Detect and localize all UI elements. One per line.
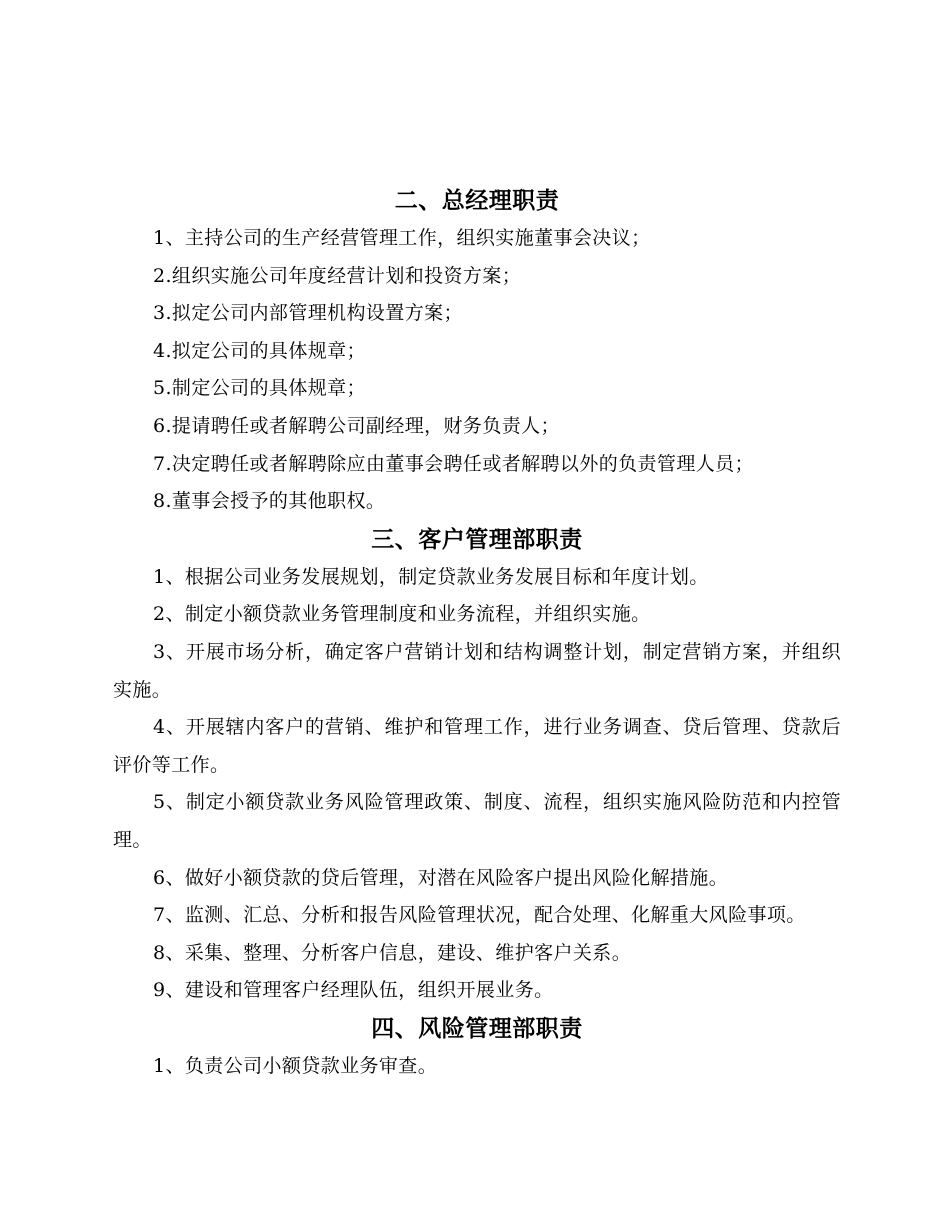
section-title-risk-management: 四、风险管理部职责 xyxy=(371,1015,583,1042)
list-item: 4.拟定公司的具体规章； xyxy=(153,339,366,362)
list-item: 4、开展辖内客户的营销、维护和管理工作，进行业务调查、贷后管理、贷款后评价等工作。 xyxy=(113,716,841,776)
list-item: 7、监测、汇总、分析和报告风险管理状况，配合处理、化解重大风险事项。 xyxy=(153,904,806,927)
section-title-general-manager: 二、总经理职责 xyxy=(394,188,560,214)
section-title-customer-management: 三、客户管理部职责 xyxy=(371,526,583,553)
list-item: 8、采集、整理、分析客户信息，建设、维护客户关系。 xyxy=(153,941,632,964)
list-item: 3、开展市场分析，确定客户营销计划和结构调整计划，制定营销方案，并组织实施。 xyxy=(113,640,841,701)
document-body xyxy=(113,182,841,1085)
list-item: 8.董事会授予的其他职权。 xyxy=(153,490,386,513)
list-item: 6.提请聘任或者解聘公司副经理，财务负责人； xyxy=(153,414,560,437)
list-item: 1、主持公司的生产经营管理工作，组织实施董事会决议； xyxy=(153,227,651,249)
list-item: 1、负责公司小额贷款业务审查。 xyxy=(153,1054,438,1077)
list-item: 3.拟定公司内部管理机构设置方案； xyxy=(153,302,463,325)
list-item: 6、做好小额贷款的贷后管理，对潜在风险客户提出风险化解措施。 xyxy=(153,866,729,889)
list-item: 5、制定小额贷款业务风险管理政策、制度、流程，组织实施风险防范和内控管理。 xyxy=(113,791,841,851)
list-item: 7.决定聘任或者解聘除应由董事会聘任或者解聘以外的负责管理人员； xyxy=(153,452,754,475)
list-item: 2、制定小额贷款业务管理制度和业务流程，并组织实施。 xyxy=(153,603,651,626)
list-item: 1、根据公司业务发展规划，制定贷款业务发展目标和年度计划。 xyxy=(153,565,709,588)
list-item: 2.组织实施公司年度经营计划和投资方案； xyxy=(153,264,522,287)
list-item: 9、建设和管理客户经理队伍，组织开展业务。 xyxy=(153,979,554,1002)
list-item: 5.制定公司的具体规章； xyxy=(153,377,366,400)
